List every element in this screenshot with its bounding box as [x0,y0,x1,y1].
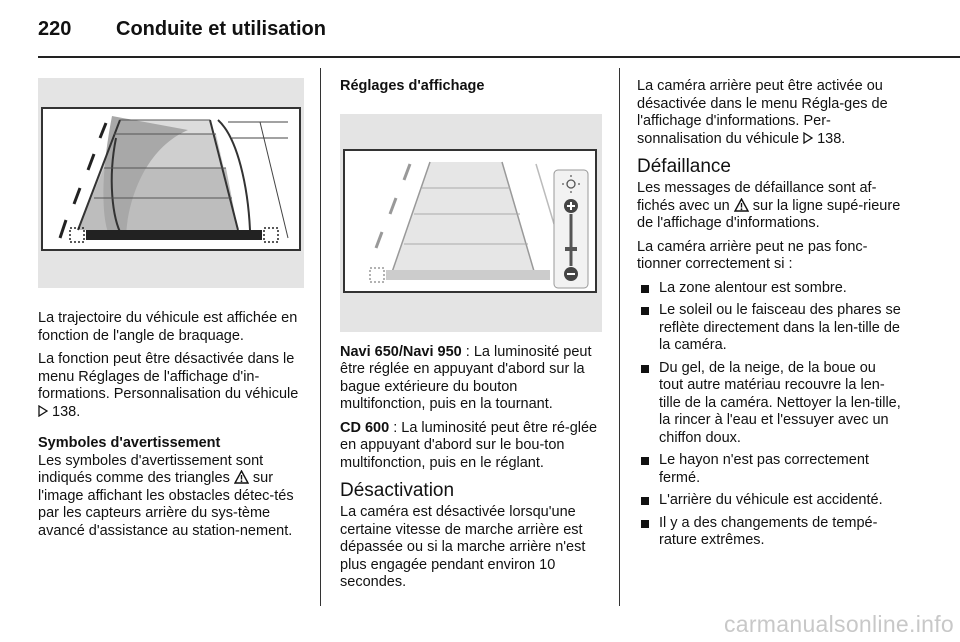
trajectory-paragraph: La trajectoire du véhicule est affichée en fonction de l'angle de braquage. [38,310,298,344]
warning-symbols-text-a: Les symboles d'avertissement sont indiqués comme des triangles [38,452,264,486]
deactivation-paragraph: La fonction peut être désactivée dans le menu Réglages de l'affichage d'in-formations. Personnalisation du véhicule [38,351,299,402]
cd-model-label: CD 600 [340,419,390,436]
list-item: Le soleil ou le faisceau des phares se reflète directement dans la len-tille de la caméra. [637,302,903,355]
column-1 [38,78,308,546]
section-title: Conduite et utilisation [116,18,326,40]
trajectory-diagram [38,78,304,288]
display-settings-figure [340,114,602,332]
column-2 [340,78,606,598]
column-divider-2 [619,68,620,606]
list-item: Du gel, de la neige, de la boue ou tout autre matériau recouvre la len-tille de la caméra. Nettoyer la len-tille, la rincer à l'eau et l'essuyer avec un chiffon doux. [637,360,903,448]
page-reference: 138. [52,403,81,420]
malfunction-heading: Défaillance [637,156,731,177]
cd-brightness-text: : La luminosité peut être ré-glée en appuyant d'abord sur le bou-ton multifonction, puis en le réglant. [340,419,598,471]
list-item: L'arrière du véhicule est accidenté. [637,492,903,510]
navi-brightness-text: : La luminosité peut être réglée en appuyant d'abord sur la bague extérieure du bouton multifonction, puis en la tournant. [340,343,592,412]
watermark: carmanualsonline.info [723,611,954,637]
deactivation-text: La caméra est désactivée lorsqu'une certaine vitesse de marche arrière est dépassée ou si la marche arrière n'est plus engagée pendant environ 10 secondes. [340,504,586,590]
trajectory-figure [38,78,304,288]
navi-model-label: Navi 650/Navi 950 [340,343,462,360]
deactivation-heading: Désactivation [340,480,455,501]
list-item: Il y a des changements de tempé-rature extrêmes. [637,515,903,550]
warning-symbols-heading: Symboles d'avertissement [38,435,221,451]
conditions-list [637,280,903,550]
page-ref-arrow-icon [38,405,48,417]
malfunction-text-a: Les messages de défaillance sont af-fichés avec un [637,180,877,214]
malfunction-text-b: sur la ligne supé-rieure de l'affichage d'informations. [637,197,901,231]
page-header [38,18,326,48]
page-ref-arrow-icon [803,132,813,144]
page-reference: 138. [817,130,846,147]
column-3 [637,78,903,555]
camera-toggle-text: La caméra arrière peut être activée ou désactivée dans le menu Régla-ges de l'affichage d'informations. Per-sonnalisation du véhicule [637,78,888,147]
list-item: Le hayon n'est pas correctement fermé. [637,452,903,487]
conditions-intro: La caméra arrière peut ne pas fonc-tionner correctement si : [637,238,868,272]
warning-triangle-icon [234,470,249,484]
warning-symbols-text-b: sur l'image affichant les obstacles détec-tés par les capteurs arrière du sys-tème avancé d'assistance au station-nement. [38,470,294,539]
brightness-screen-diagram [340,114,602,332]
column-divider-1 [320,68,321,606]
page-number: 220 [38,18,72,40]
header-divider [38,56,960,58]
list-item: La zone alentour est sombre. [637,280,903,298]
warning-triangle-icon [734,198,749,212]
display-settings-heading: Réglages d'affichage [340,78,485,94]
